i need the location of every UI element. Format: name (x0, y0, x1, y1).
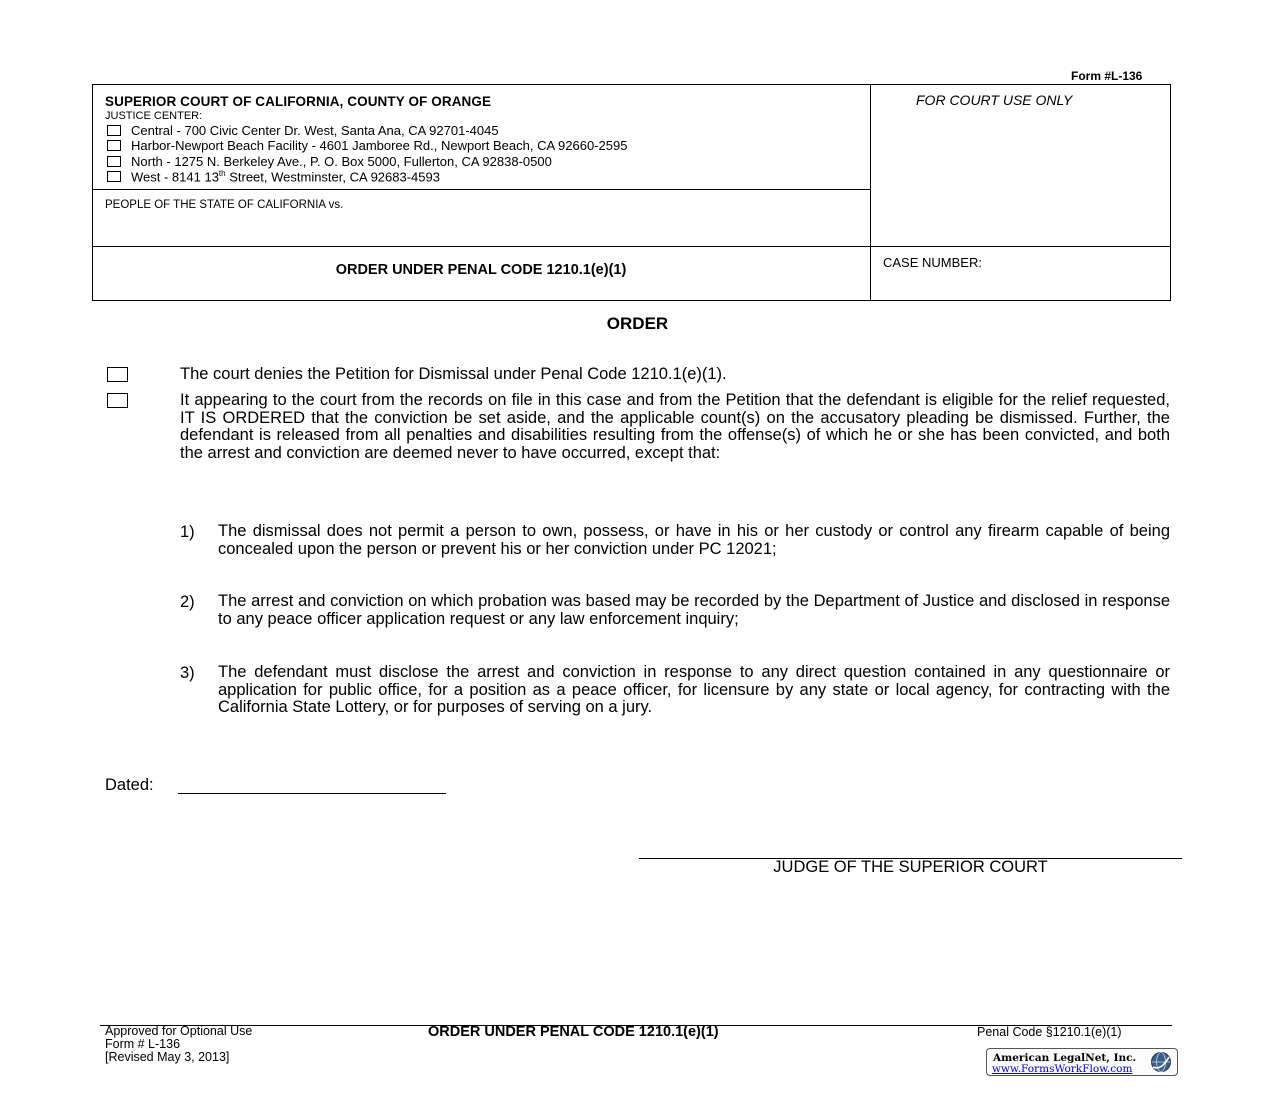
dated-field[interactable] (178, 793, 446, 794)
location-label: Harbor-Newport Beach Facility - 4601 Jamboree Rd., Newport Beach, CA 92660-2595 (131, 138, 628, 153)
location-checkbox[interactable] (107, 140, 121, 151)
judge-label: JUDGE OF THE SUPERIOR COURT (773, 858, 1048, 876)
publisher-logo[interactable] (986, 1048, 1178, 1076)
footer-info (105, 1025, 252, 1064)
dated-label: Dated: (105, 776, 154, 794)
document-title: ORDER UNDER PENAL CODE 1210.1(e)(1) (335, 262, 627, 278)
court-use-only: FOR COURT USE ONLY (916, 92, 1073, 108)
deny-checkbox[interactable] (107, 367, 128, 382)
location-checkbox[interactable] (107, 171, 121, 182)
deny-option-text: The court denies the Petition for Dismissal under Penal Code 1210.1(e)(1). (180, 365, 727, 383)
logo-name: American LegalNet, Inc. (993, 1052, 1137, 1064)
footer-form-number: Form # L-136 (105, 1037, 181, 1051)
location-west[interactable] (107, 169, 440, 184)
location-label: Central - 700 Civic Center Dr. West, Santa Ana, CA 92701-4045 (131, 123, 499, 138)
court-name: SUPERIOR COURT OF CALIFORNIA, COUNTY OF ORANGE (105, 94, 492, 109)
logo-url[interactable]: www.FormsWorkFlow.com (992, 1063, 1133, 1075)
footer-code: Penal Code §1210.1(e)(1) (977, 1025, 1122, 1039)
location-checkbox[interactable] (107, 125, 121, 136)
footer-title: ORDER UNDER PENAL CODE 1210.1(e)(1) (428, 1024, 719, 1040)
people-label: PEOPLE OF THE STATE OF CALIFORNIA vs. (105, 199, 344, 211)
location-label: West - 8141 13th Street, Westminster, CA 92683-4593 (131, 169, 440, 185)
caption-divider-2 (92, 246, 1171, 247)
case-number-label: CASE NUMBER: (883, 255, 982, 270)
caption-divider-vertical (870, 84, 871, 301)
exception-number: 3) (180, 664, 195, 682)
grant-option-text: It appearing to the court from the records on file in this case and from the Petition that the defendant is eligible for the relief requested, IT IS ORDERED that the conviction be set aside, and the applicable count(s) on the accusatory pleading be dismissed. Further, the defendant is released from all penalties and disabilities resulting from the offense(s) of which he or she has been convicted, and both the arrest and conviction are deemed never to have occurred, except that: (180, 391, 1170, 462)
order-heading: ORDER (606, 314, 669, 333)
location-central[interactable] (107, 123, 499, 138)
justice-center-label: JUSTICE CENTER: (105, 110, 203, 122)
location-label: North - 1275 N. Berkeley Ave., P. O. Box 5000, Fullerton, CA 92838-0500 (131, 154, 552, 169)
location-checkbox[interactable] (107, 156, 121, 167)
location-north[interactable] (107, 154, 552, 169)
form-number: Form #L-136 (1071, 69, 1143, 83)
exception-text: The dismissal does not permit a person to own, possess, or have in his or her custody or control any firearm capable of being concealed upon the person or prevent his or her conviction under PC 12021; (218, 522, 1170, 558)
caption-divider-1 (92, 189, 870, 190)
footer-approved: Approved for Optional Use (105, 1024, 253, 1038)
location-harbor[interactable] (107, 138, 627, 153)
exception-number: 2) (180, 593, 195, 611)
globe-icon (1149, 1051, 1173, 1073)
footer-revised: [Revised May 3, 2013] (105, 1050, 230, 1064)
exception-number: 1) (180, 523, 195, 541)
grant-checkbox[interactable] (107, 393, 128, 408)
exception-text: The defendant must disclose the arrest and conviction in response to any direct question contained in any questionnaire or application for public office, for a position as a peace officer, for licensure by any state or local agency, for contracting with the California State Lottery, or for purposes of serving on a jury. (218, 663, 1170, 717)
exception-text: The arrest and conviction on which probation was based may be recorded by the Department of Justice and disclosed in response to any peace officer application request or any law enforcement inquiry; (218, 592, 1170, 628)
